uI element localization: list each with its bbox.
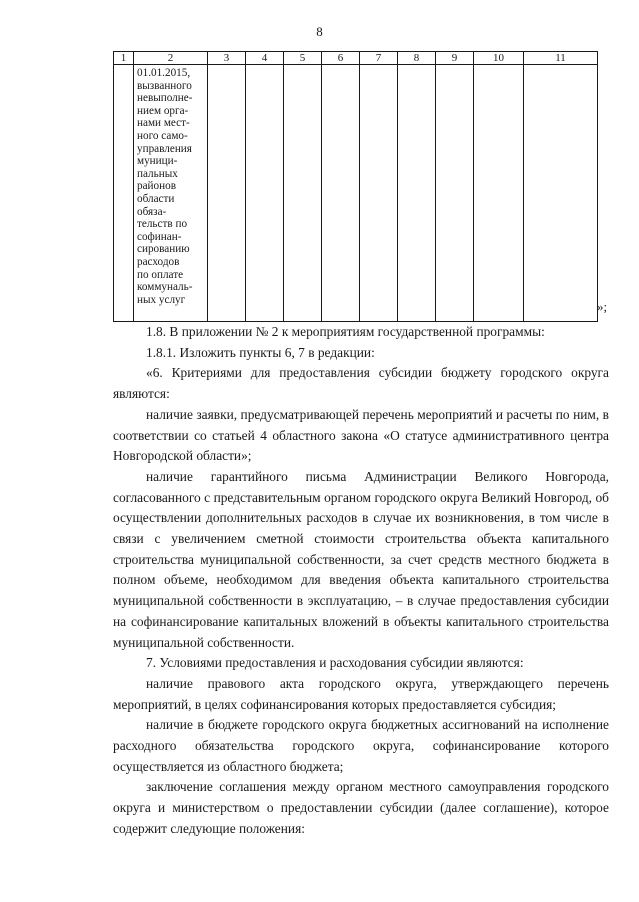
- closing-quote: »;: [597, 299, 608, 314]
- cell-line: пальных: [137, 167, 178, 180]
- cell-line: ных услуг: [137, 293, 186, 306]
- cell-line: софинан-: [137, 230, 182, 243]
- col-header: 3: [208, 52, 246, 65]
- cell-line: области: [137, 192, 175, 205]
- col-header: 2: [134, 52, 208, 65]
- page-number: 8: [316, 24, 323, 39]
- cell-line: расходов: [137, 255, 180, 268]
- paragraph: наличие правового акта городского округа, утверждающего перечень мероприятий, в целях софинансирования которых предоставляется субсидия;: [113, 675, 609, 712]
- paragraph: «6. Критериями для предоставления субсидии бюджету городского округа являются:: [113, 365, 609, 402]
- cell-line: коммуналь-: [137, 281, 193, 294]
- table-cell: [322, 65, 360, 322]
- col-header: 5: [284, 52, 322, 65]
- col-header: 8: [398, 52, 436, 65]
- table-cell: [524, 65, 598, 322]
- cell-line: нами мест-: [137, 117, 190, 130]
- table-header-row: [114, 52, 598, 65]
- cell-line: невыполне-: [137, 92, 193, 105]
- cell-line: районов: [137, 180, 177, 193]
- cell-line: вызванного: [137, 79, 192, 92]
- table-row: [114, 65, 598, 322]
- paragraph: наличие заявки, предусматривающей перечень мероприятий и расчеты по ним, в соответствии со статьей 4 областного закона «О статусе административного центра Новгородской области»;: [113, 406, 609, 464]
- table-cell: [398, 65, 436, 322]
- table-cell: [474, 65, 524, 322]
- paragraph: наличие в бюджете городского округа бюджетных ассигнований на исполнение расходного обязательства городского округа, софинансирование которого осуществляется из областного бюджета;: [113, 717, 609, 774]
- paragraph: наличие гарантийного письма Администрации Великого Новгорода, согласованного с представительным органом городского округа Великий Новгород, об осуществлении дополнительных расходов в случае их возникновения, в том числе в связи с увеличением сметной стоимости строительства объекта капитального строительства муниципальной собственности, за счет средств местного бюджета в полном объеме, необходимом для введения объекта капитального строительства муниципальной собственности в эксплуатацию, – в случае предоставления субсидии на софинансирование капитальных вложений в объекты капитального строительства муниципальной собственности.: [113, 468, 609, 650]
- cell-line: ного само-: [137, 129, 188, 142]
- cell-line: 01.01.2015,: [137, 67, 191, 79]
- body-text: [113, 322, 609, 840]
- table-cell: [246, 65, 284, 322]
- cell-line: тельств по: [137, 218, 188, 231]
- col-header: 11: [524, 52, 598, 65]
- table-cell: [208, 65, 246, 322]
- col-header: 9: [436, 52, 474, 65]
- cell-line: обяза-: [137, 205, 167, 218]
- paragraph: 1.8. В приложении № 2 к мероприятиям государственной программы:: [146, 324, 545, 339]
- col-header: 7: [360, 52, 398, 65]
- table-cell: [114, 65, 134, 322]
- cell-line: муници-: [137, 155, 178, 168]
- paragraph: 1.8.1. Изложить пункты 6, 7 в редакции:: [146, 344, 375, 360]
- col-header: 6: [322, 52, 360, 65]
- cell-line: сированию: [137, 243, 190, 256]
- cell-line: управления: [137, 142, 192, 155]
- table-cell-description: [134, 65, 208, 322]
- table-cell: [436, 65, 474, 322]
- paragraph: заключение соглашения между органом местного самоуправления городского округа и министерством о предоставлении субсидии (далее соглашение), которое содержит следующие положения:: [113, 779, 609, 836]
- paragraph: 7. Условиями предоставления и расходования субсидии являются:: [146, 655, 524, 671]
- col-header: 1: [114, 52, 134, 65]
- measures-table: [113, 51, 598, 322]
- table-cell: [360, 65, 398, 322]
- cell-line: нием орга-: [137, 104, 189, 117]
- table-cell: [284, 65, 322, 322]
- col-header: 4: [246, 52, 284, 65]
- cell-line: по оплате: [137, 268, 184, 281]
- col-header: 10: [474, 52, 524, 65]
